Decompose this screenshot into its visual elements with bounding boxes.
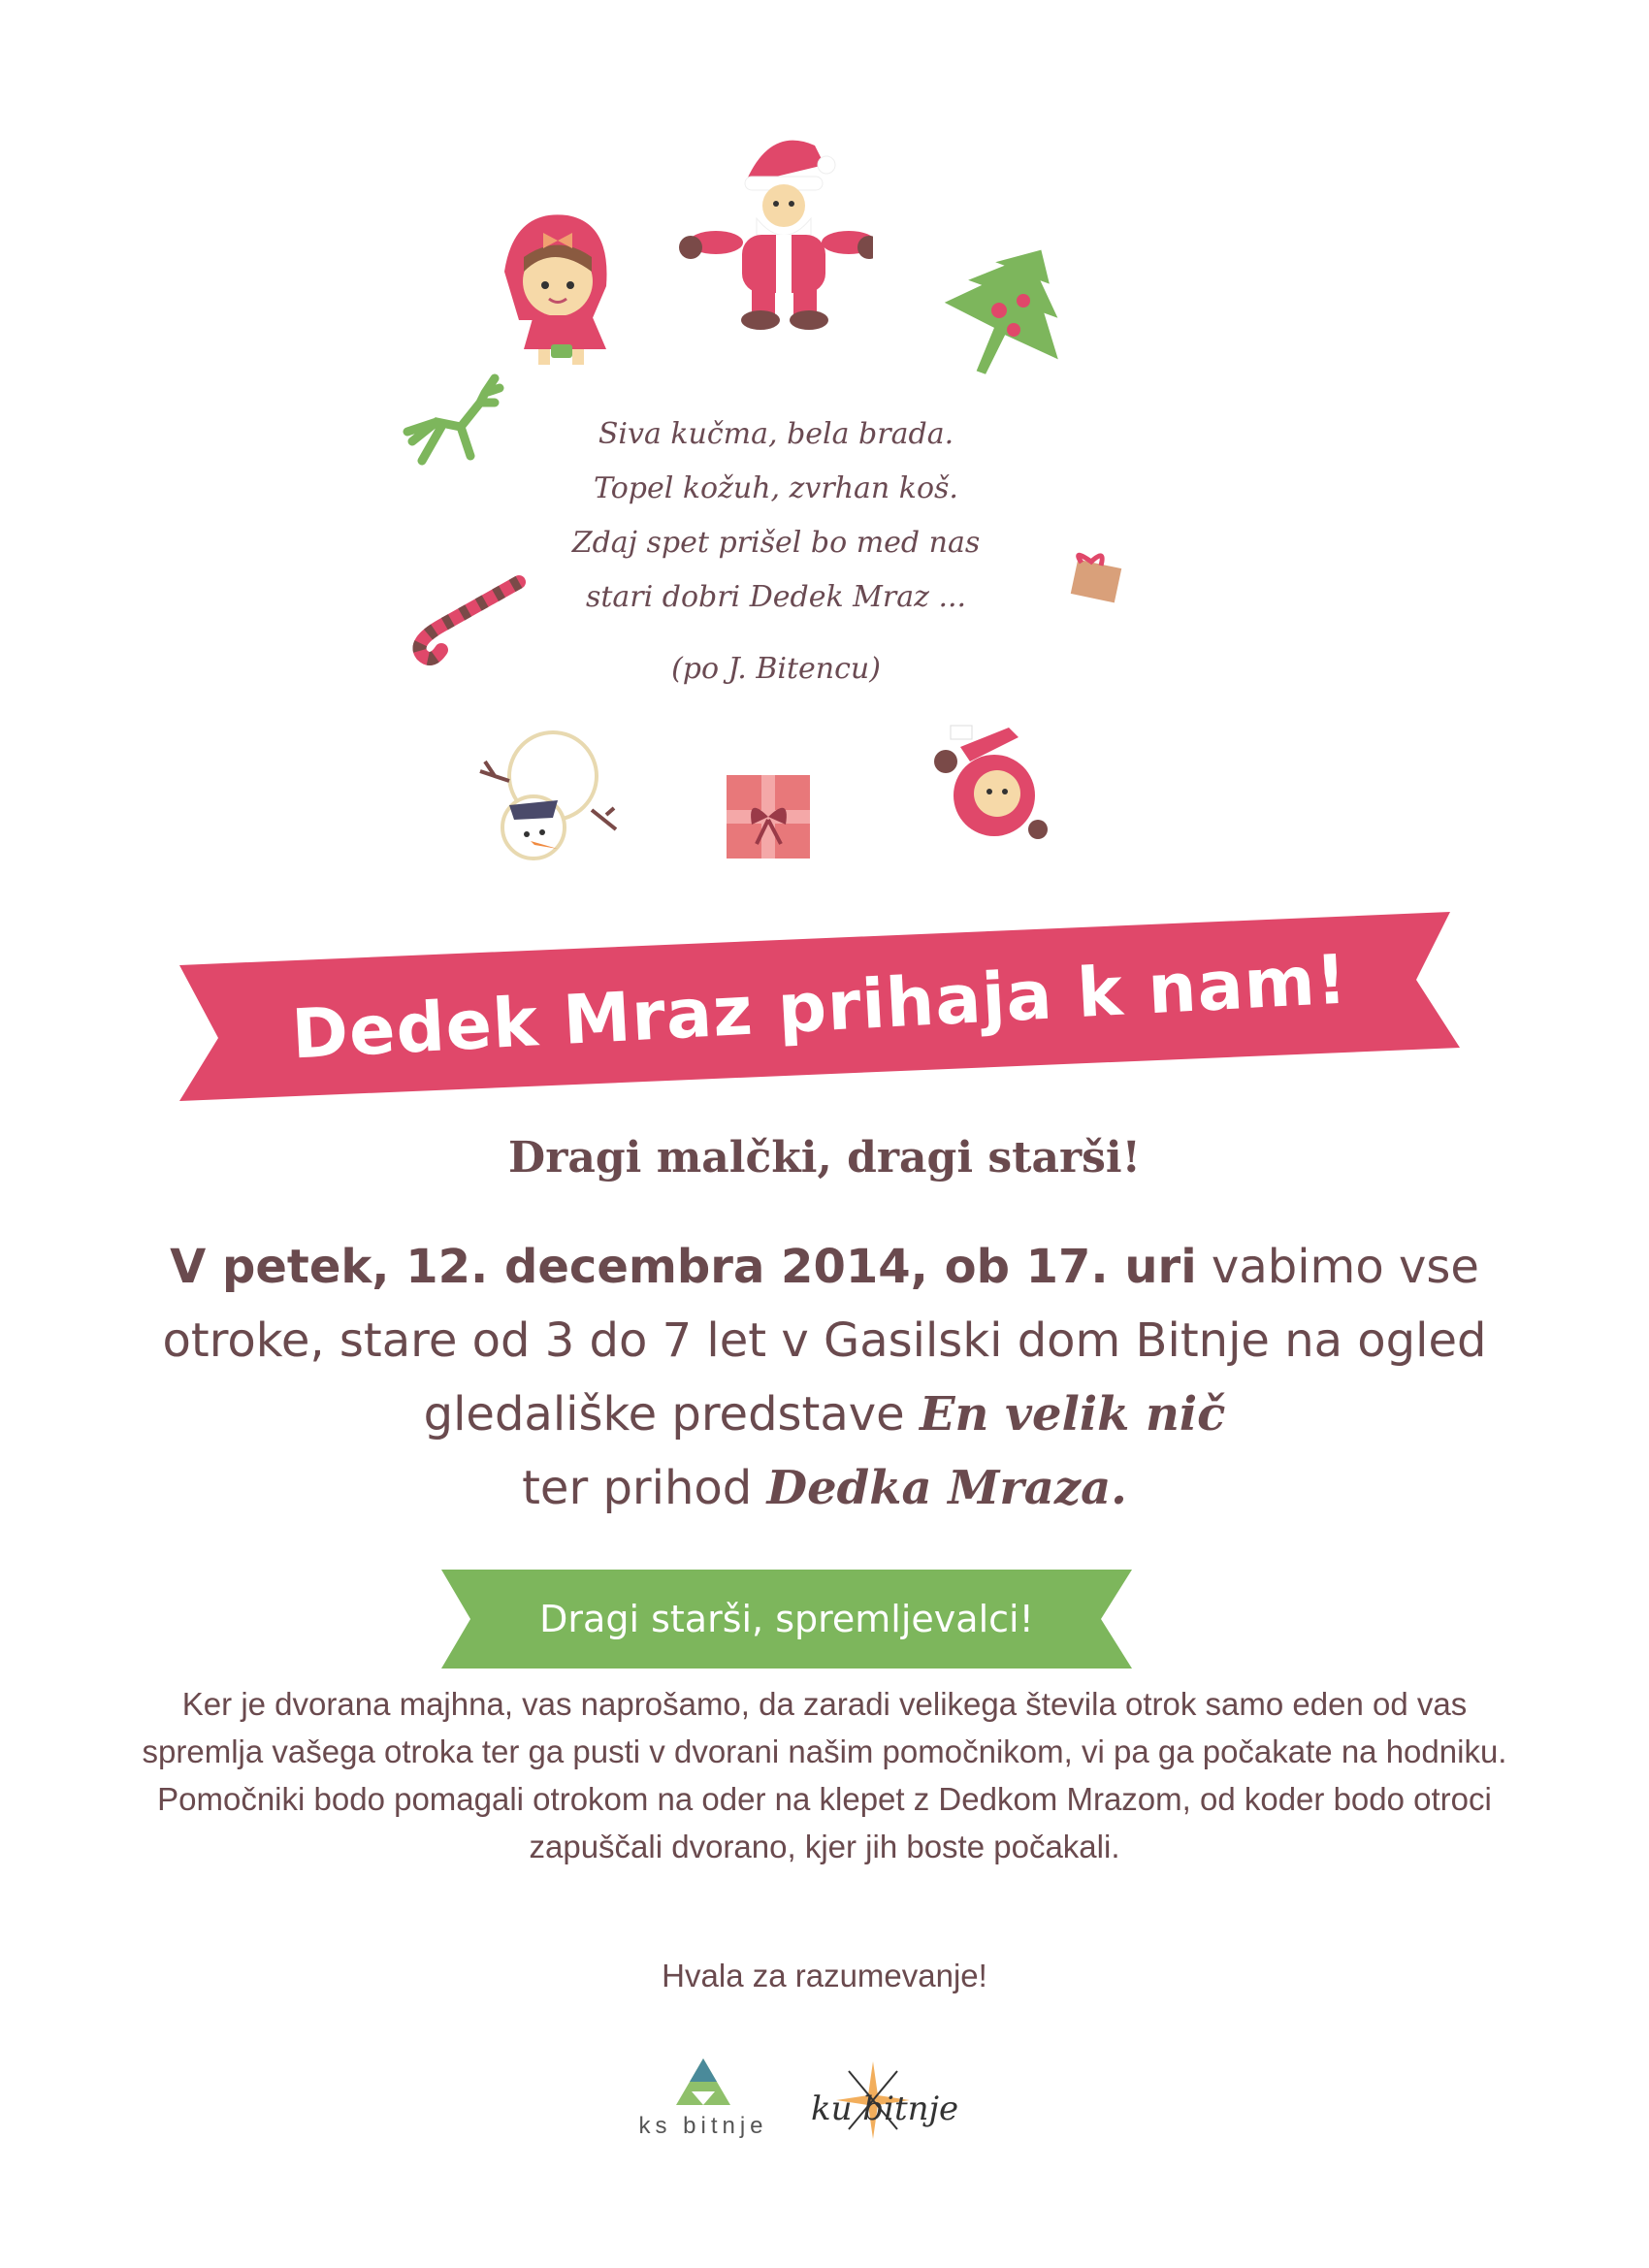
ku-bitnje-logo: [805, 2057, 970, 2144]
poem-line: Zdaj spet prišel bo med nas: [571, 526, 981, 560]
poem: [485, 407, 1067, 697]
santa-name: Dedka Mraza.: [766, 1461, 1127, 1515]
parents-banner: [441, 1570, 1132, 1669]
poem-line: stari dobri Dedek Mraz ...: [585, 580, 967, 614]
gift-small-icon: [1062, 548, 1130, 610]
ku-logo-label: ku bitnje: [811, 2090, 959, 2128]
ks-triangle-icon: [674, 2057, 732, 2110]
parents-banner-text: Dragi starši, spremljevalci!: [539, 1598, 1034, 1640]
headline: Dedek Mraz prihaja k nam!: [289, 939, 1350, 1074]
invitation-text: [116, 1230, 1533, 1525]
greeting: Dragi malčki, dragi starši!: [508, 1133, 1141, 1183]
santa-icon: [679, 126, 873, 339]
snowman-icon: [470, 723, 626, 872]
invitation-date: V petek, 12. decembra 2014, ob 17. uri: [170, 1240, 1197, 1294]
girl-icon: [485, 204, 640, 373]
ks-bitnje-logo: [621, 2057, 786, 2144]
headline-banner: [179, 912, 1460, 1101]
ks-logo-label: ks bitnje: [638, 2113, 768, 2139]
gift-box-icon: [723, 771, 815, 867]
show-title: En velik nič: [919, 1387, 1226, 1442]
poem-credit: (po J. Bitencu): [671, 652, 881, 686]
poem-line: Siva kučma, bela brada.: [598, 417, 954, 451]
notice-text: Ker je dvorana majhna, vas naprošamo, da zaradi velikega števila otrok samo eden od vas spremlja vašega otroka ter ga pusti v dvorani našim pomočnikom, vi pa ga počakate na hodniku. Pomočniki bodo pomagali otrokom na oder na klepet z Dedkom Mrazom, od koder bodo otroci zapuščali dvorano, kjer jih boste počakali.: [142, 1686, 1507, 1864]
poem-line: Topel kožuh, zvrhan koš.: [594, 471, 958, 505]
invitation-part1: vabimo vse otroke, stare od 3 do 7 let v Gasilski dom Bitnje na ogled gledališke predstave: [162, 1240, 1487, 1442]
elf-icon: [931, 718, 1067, 858]
tree-icon: [941, 243, 1077, 392]
invitation-part2: ter prihod: [522, 1461, 767, 1515]
thanks-text: Hvala za razumevanje!: [662, 1958, 987, 1993]
